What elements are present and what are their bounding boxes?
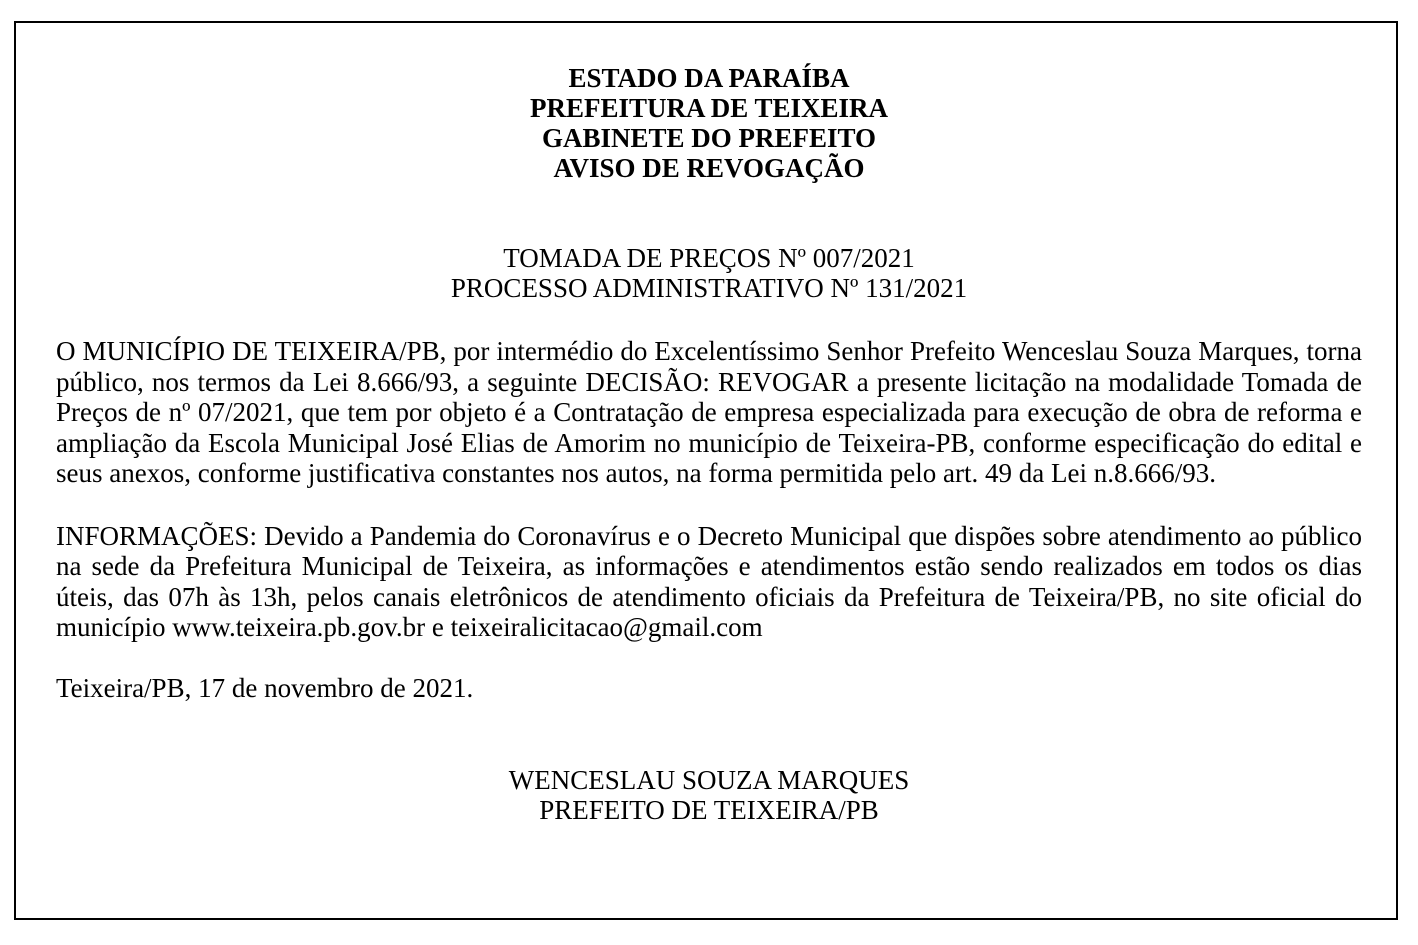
header-office: GABINETE DO PREFEITO xyxy=(541,123,877,153)
signatory-name: WENCESLAU SOUZA MARQUES xyxy=(508,764,910,795)
reference-block xyxy=(56,243,1362,303)
document-date: Teixeira/PB, 17 de novembro de 2021. xyxy=(56,672,474,703)
tomada-de-precos: TOMADA DE PREÇOS Nº 007/2021 xyxy=(503,243,915,273)
header-prefecture: PREFEITURA DE TEIXEIRA xyxy=(529,93,889,123)
signature-block xyxy=(56,765,1362,825)
header-notice-title: AVISO DE REVOGAÇÃO xyxy=(553,153,865,183)
signatory-title: PREFEITO DE TEIXEIRA/PB xyxy=(539,794,879,825)
information-paragraph: INFORMAÇÕES: Devido a Pandemia do Coronavírus e o Decreto Municipal que dispões sobre atendimento ao público na sede da Prefeitura Municipal de Teixeira, as informações e atendimentos estão sendo realizados em todos os dias úteis, das 07h às 13h, pelos canais eletrônicos de atendimento oficiais da Prefeitura de Teixeira/PB, no site oficial do município www.teixeira.pb.gov.br e teixeiralicitacao@gmail.com xyxy=(56,520,1362,642)
processo-administrativo: PROCESSO ADMINISTRATIVO Nº 131/2021 xyxy=(450,273,968,303)
header-state: ESTADO DA PARAÍBA xyxy=(568,63,850,93)
document-content xyxy=(56,63,1362,825)
decision-paragraph: O MUNICÍPIO DE TEIXEIRA/PB, por intermédio do Excelentíssimo Senhor Prefeito Wenceslau Souza Marques, torna público, nos termos da Lei 8.666/93, a seguinte DECISÃO: REVOGAR a presente licitação na modalidade Tomada de Preços de nº 07/2021, que tem por objeto é a Contratação de empresa especializada para execução de obra de reforma e ampliação da Escola Municipal José Elias de Amorim no município de Teixeira-PB, conforme especificação do edital e seus anexos, conforme justificativa constantes nos autos, na forma permitida pelo art. 49 da Lei n.8.666/93. xyxy=(56,336,1362,488)
document-header xyxy=(56,63,1362,183)
document-border xyxy=(14,21,1398,920)
